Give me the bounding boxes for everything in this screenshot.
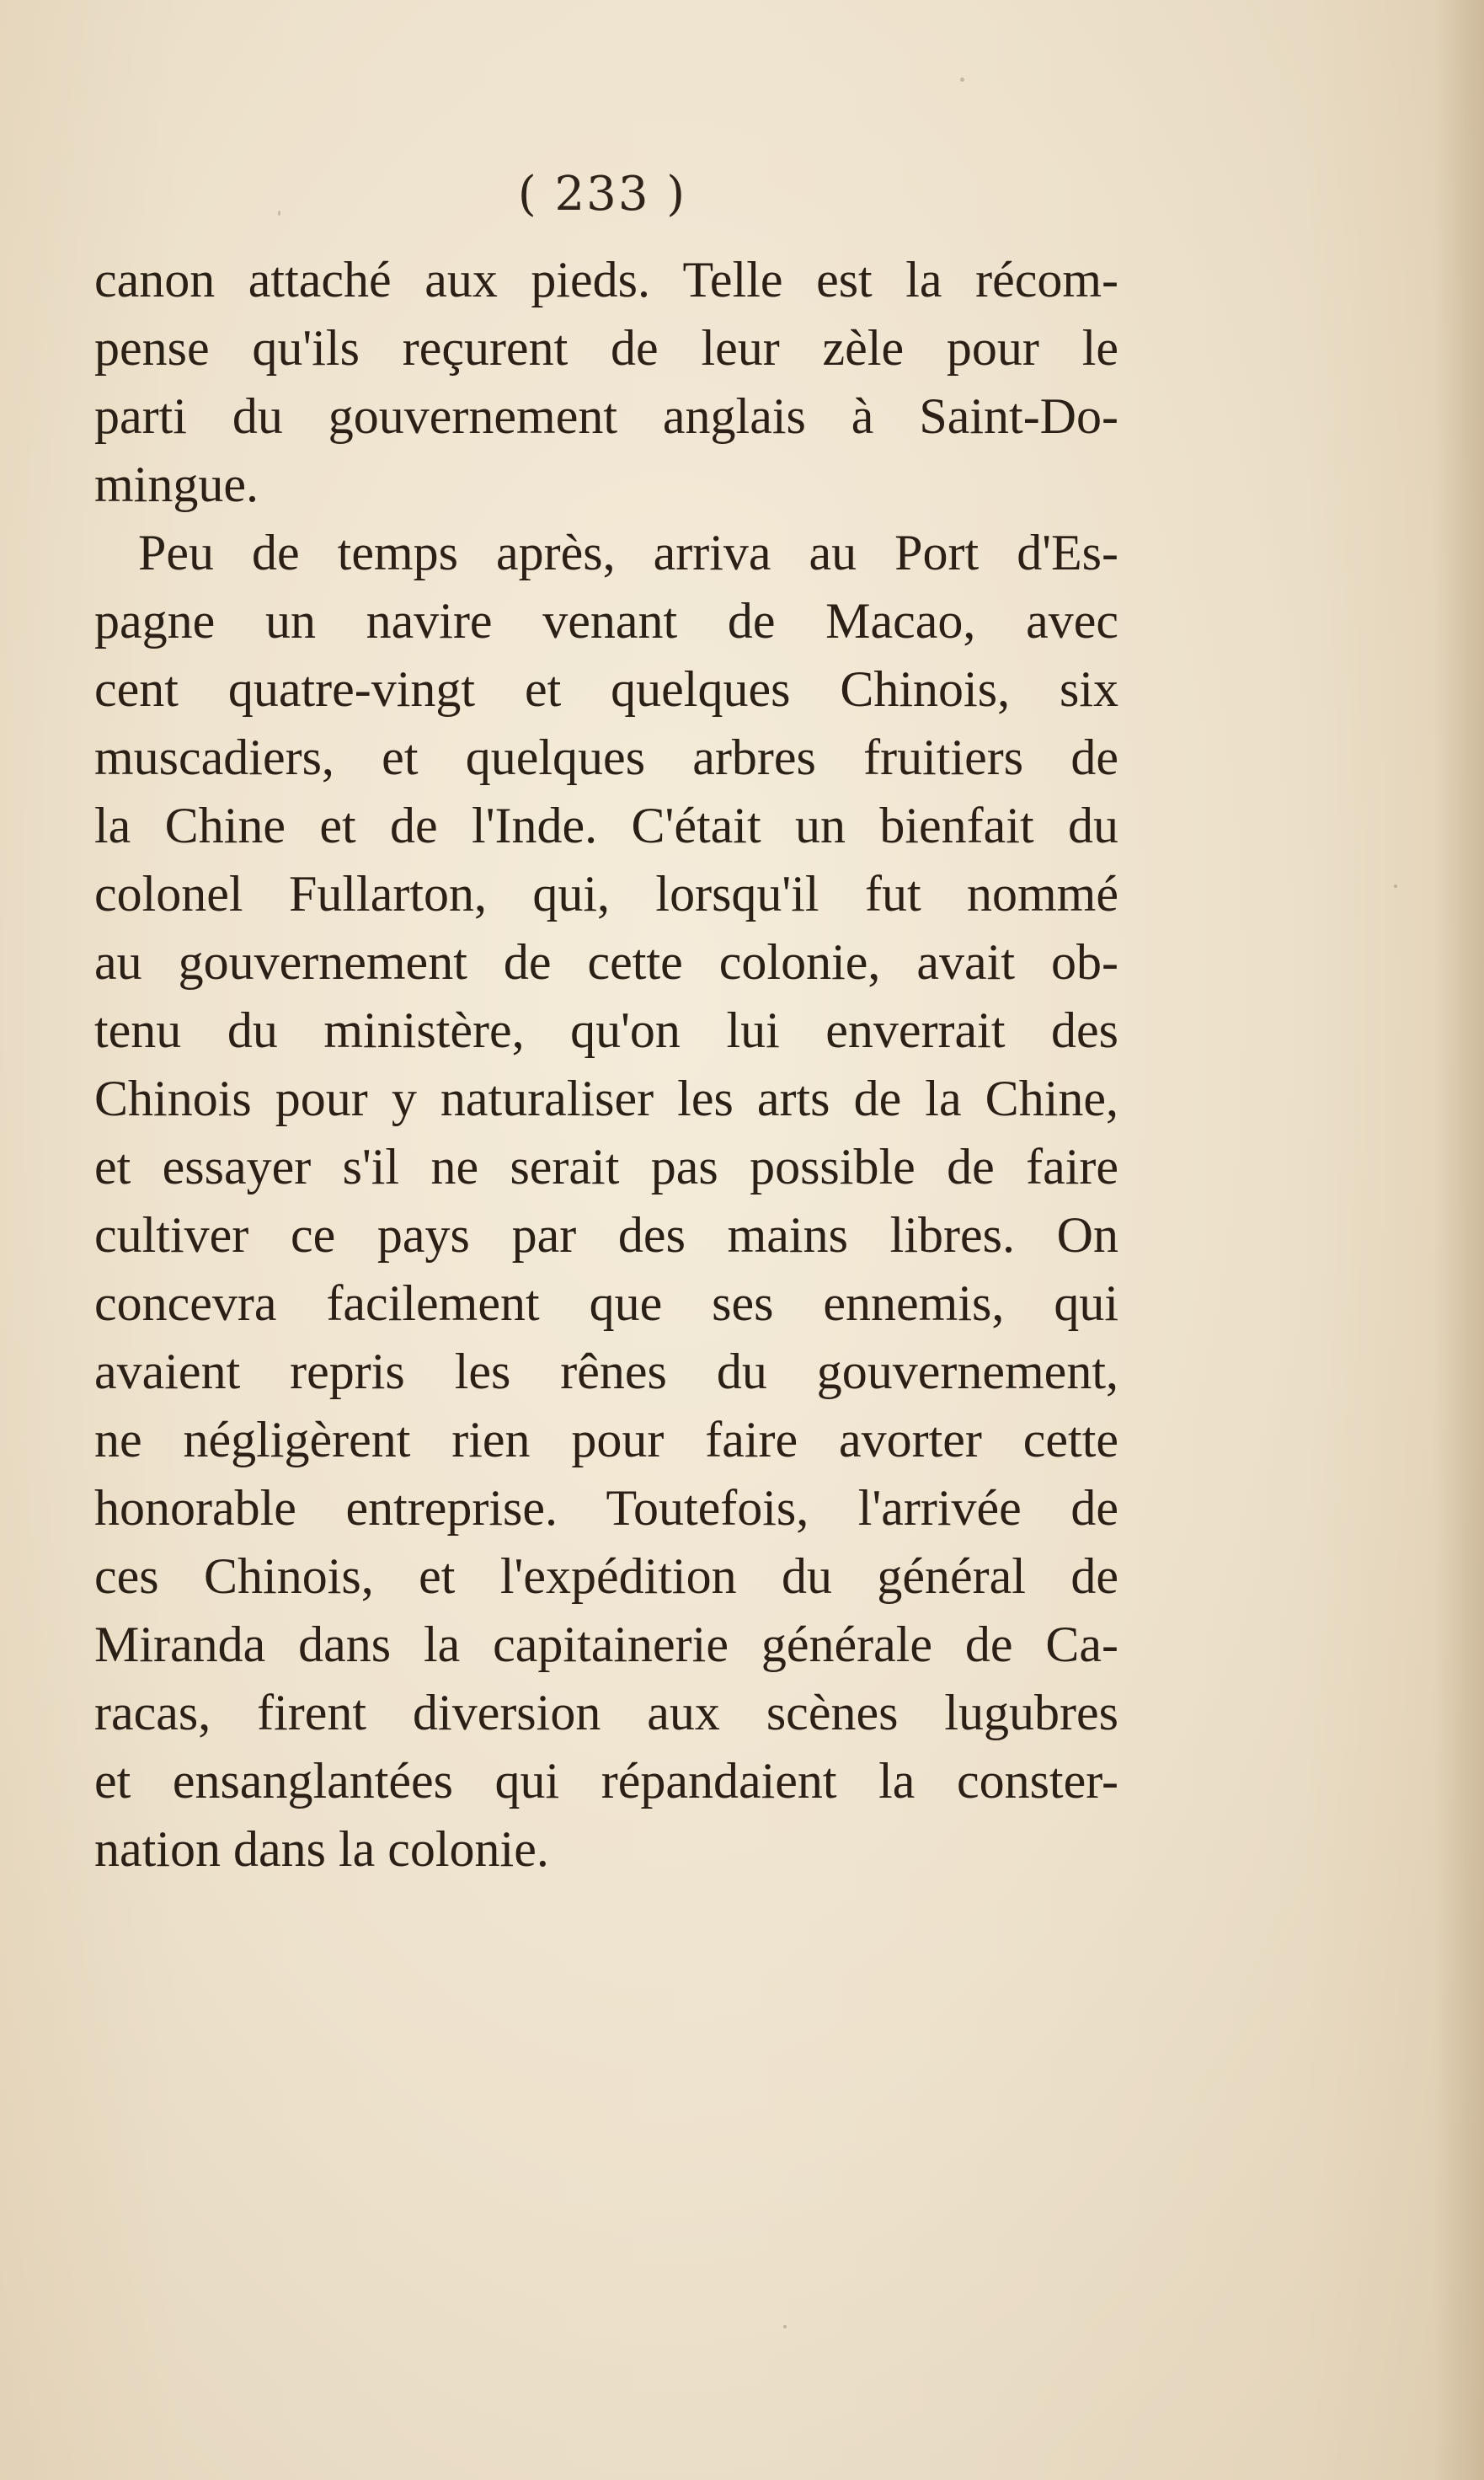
text-line: cultiver ce pays par des mains libres. On xyxy=(94,1207,1118,1263)
text-line: mingue. xyxy=(94,457,259,512)
text-line: avaient repris les rênes du gouvernement, xyxy=(94,1344,1118,1399)
text-line: ces Chinois, et l'expédition du général de xyxy=(94,1548,1118,1604)
page-number: ( 233 ) xyxy=(517,167,687,222)
text-line: cent quatre-vingt et quelques Chinois, six xyxy=(94,661,1118,717)
text-line: Peu de temps après, arriva au Port d'Es- xyxy=(138,525,1118,580)
text-line: au gouvernement de cette colonie, avait ob- xyxy=(94,934,1118,990)
text-line: pense qu'ils reçurent de leur zèle pour le xyxy=(94,320,1118,376)
text-line: pagne un navire venant de Macao, avec xyxy=(94,593,1118,649)
text-line: parti du gouvernement anglais à Saint-Do- xyxy=(94,388,1118,444)
text-line: et ensanglantées qui répandaient la conster- xyxy=(94,1753,1118,1809)
text-line: nation dans la colonie. xyxy=(94,1821,549,1877)
text-line: et essayer s'il ne serait pas possible de faire xyxy=(94,1139,1118,1195)
text-line: la Chine et de l'Inde. C'était un bienfait du xyxy=(94,798,1118,853)
paper-speck xyxy=(960,78,964,82)
text-line: racas, firent diversion aux scènes lugubres xyxy=(94,1685,1118,1740)
text-line: colonel Fullarton, qui, lorsqu'il fut nommé xyxy=(94,866,1118,922)
text-line: Chinois pour y naturaliser les arts de la Chine, xyxy=(94,1071,1118,1126)
text-line: Miranda dans la capitainerie générale de Ca- xyxy=(94,1617,1118,1672)
paper-speck xyxy=(278,211,280,216)
text-line: tenu du ministère, qu'on lui enverrait des xyxy=(94,1002,1118,1058)
text-line: honorable entreprise. Toutefois, l'arrivée de xyxy=(94,1480,1118,1536)
text-line: ne négligèrent rien pour faire avorter cette xyxy=(94,1412,1118,1467)
paper-speck xyxy=(783,2325,787,2328)
body-text xyxy=(94,246,1118,1884)
text-line: concevra facilement que ses ennemis, qui xyxy=(94,1275,1118,1331)
text-line: muscadiers, et quelques arbres fruitiers de xyxy=(94,730,1118,785)
text-line: canon attaché aux pieds. Telle est la récom- xyxy=(94,252,1118,307)
paper-speck xyxy=(1394,885,1397,888)
page-edge-shadow xyxy=(1433,0,1484,2480)
